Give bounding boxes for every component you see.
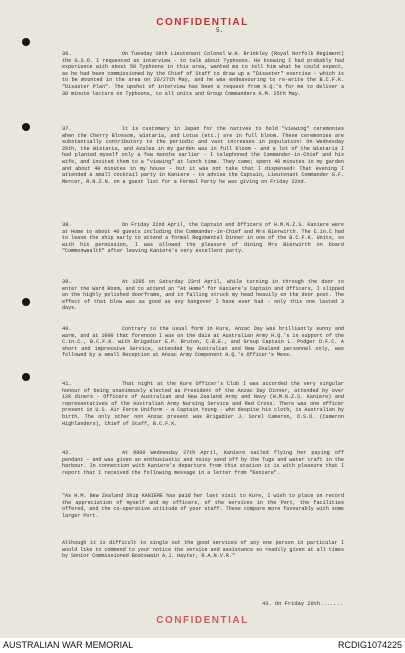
archive-name: AUSTRALIAN WAR MEMORIAL	[3, 640, 134, 650]
quoted-message-continued	[62, 540, 344, 560]
paragraph-37	[62, 126, 344, 185]
paragraph-number: 37.	[62, 126, 72, 132]
punch-hole-icon	[22, 373, 30, 381]
paragraph-42	[62, 450, 344, 476]
paragraph-number: 36.	[62, 51, 72, 57]
paragraph-38	[62, 222, 344, 255]
punch-hole-icon	[22, 123, 30, 131]
paragraph-36	[62, 51, 344, 97]
punch-hole-icon	[22, 38, 30, 46]
paragraph-text: At 0800 Wednesday 27th April, Kaniere sailed flying her paying off pendant - and was given an enthusiastic and noisy send off by the Tugs and water craft in the harbour. In connection with Kaniere's departure from this station it is with pleasure that I report that I received the following message in a letter from "Kaniere".	[62, 450, 344, 476]
paragraph-text: "As H.M. New Zealand Ship KANIERE has paid her last visit to Kure, I wish to place on record the appreciation of myself and my officers, of the services in the Port, the facilities offered, and the co-operative attitude of your staff. These compare more favourably with some larger Port.	[62, 493, 344, 519]
paragraph-text: On Tuesday 19th Lieutenant Colonel W.H. Brinkley (Royal Norfolk Regiment) the G.S.O. I requested an interview - to talk about Typhoons. He knowing I had probably had experience with about 50 Typhoons in this area, wanted me to tell him what he could expect, as he had been commissioned by the Chief of Staff to draw up a "Disaster" exercise - which is to be mounted in the area on 26/27th May, and he was endeavouring to re-write the B.C.F.K. "Disaster Plan". The upshot of interview has been a request from H.Q.'s for me to deliver a 30 minute lecture on Typhoons, to all units and Group Commanders A.M. 25th May.	[62, 51, 344, 97]
paragraph-text: Contrary to the usual form in Kure, Anzac Day was brilliantly sunny and warm, and at 1000 that forenoon I was on the dais at Australian Army H.Q.'s in support of the C.in.C., B.C.F.K. with Brigadier E.P. Bruton, C.B.E., and Group Captain L. Podger D.F.C. A short and impressive Service, attended by Australian and New Zealand personnel only, was followed by a small Reception at Anzac Army Component H.Q.'s Officer's Mess.	[62, 326, 344, 359]
paragraph-number: 39.	[62, 279, 72, 285]
paragraph-number: 38.	[62, 222, 72, 228]
paragraph-text: On Friday 22nd April, the Captain and Officers of H.M.N.Z.S. Kaniere were at Home to about 40 guests including the Commander-in-Chief and Mrs Bierwirth. The C.in.C had to leave the ship early to attend a formal Regimental Dinner in one of the B.C.F.K. Units, so with his permission, I was allowed the pleasure of dining Mrs Bierwirth on board "Commonwealth" after leaving Kaniere's very excellent party.	[62, 222, 344, 255]
paragraph-text: At 1205 on Saturday 23rd April, while turning in through the door to enter the Ward Room, and to attend an "At Home" for Kaniere's Captain and Officers, I slipped on the highly polished doorframe, and in falling struck my head heavily on the door post. The effect of that blow was as good as any hangover I have ever had - only this one lasted 3 days.	[62, 279, 344, 312]
quoted-message	[62, 493, 344, 519]
paragraph-40	[62, 326, 344, 359]
paragraph-number: 40.	[62, 326, 72, 332]
classification-stamp-bottom: CONFIDENTIAL	[156, 615, 249, 626]
paragraph-number: 42.	[62, 450, 72, 456]
paragraph-text: That night at the Kure Officer's Club I was accorded the very singular honour of being unanimously elected as President of the Anzac Day Dinner, attended by over 120 diners - Officers of Australian and New Zealand Army and Navy (H.M.N.Z.S. Kaniere) and representatives of the Australian Army Nursing Service and Red Cross. There was one officer present in U.S. Air Force Uniform - a Captain Young - who despite his cloth, is Australian by birth. The only other non Anzac present was Brigadier J. Sorel Cameron, D.S.O. (Cameron Highlanders), Chief of Staff, B.C.F.K.	[62, 381, 344, 427]
paragraph-text: Although it is difficult to single out the good services of any one person in particular I would like to commend to your notice the service and assistance so readily given at all times by Senior Commissioned Boatswain A.J. Hayter, R.A.N.V.R."	[62, 540, 344, 560]
paragraph-text: It is customary in Japan for the natives to hold "viewing" ceremonies when the Cherry Blossom, Wistaria, and Lotus (etc.) are in full bloom. These ceremonies are substantially contributory to the periodic and vast increases in population! On Wednesday 20th, the Wistaria, and Azalea in my garden was in full bloom - and a lot of the Wistaria I had planted myself only a few months earlier - I telephoned the Commander-in-Chief and his wife, and invited them to a "viewing" at lunch time. They came; spent 40 minutes in my garden and about 40 minutes in my house - but it was not take that I dispensed! That evening I attended a small cocktail party in Kaniere - to advise the Captain, Lieutenant Commander S.F. Mercer, R.N.Z.N. on a guest list for a Formal Party he was giving on Friday 22nd.	[62, 126, 344, 185]
paragraph-41	[62, 381, 344, 427]
classification-stamp-top: CONFIDENTIAL	[156, 17, 249, 28]
page-number: 5.	[216, 27, 224, 34]
archive-footer	[0, 638, 405, 653]
paragraph-39	[62, 279, 344, 312]
punch-hole-icon	[22, 298, 30, 306]
paragraph-number: 41.	[62, 381, 72, 387]
continuation-line: 43. On Friday 29th.......	[262, 601, 343, 607]
record-id: RCDIG1074225	[337, 640, 402, 650]
